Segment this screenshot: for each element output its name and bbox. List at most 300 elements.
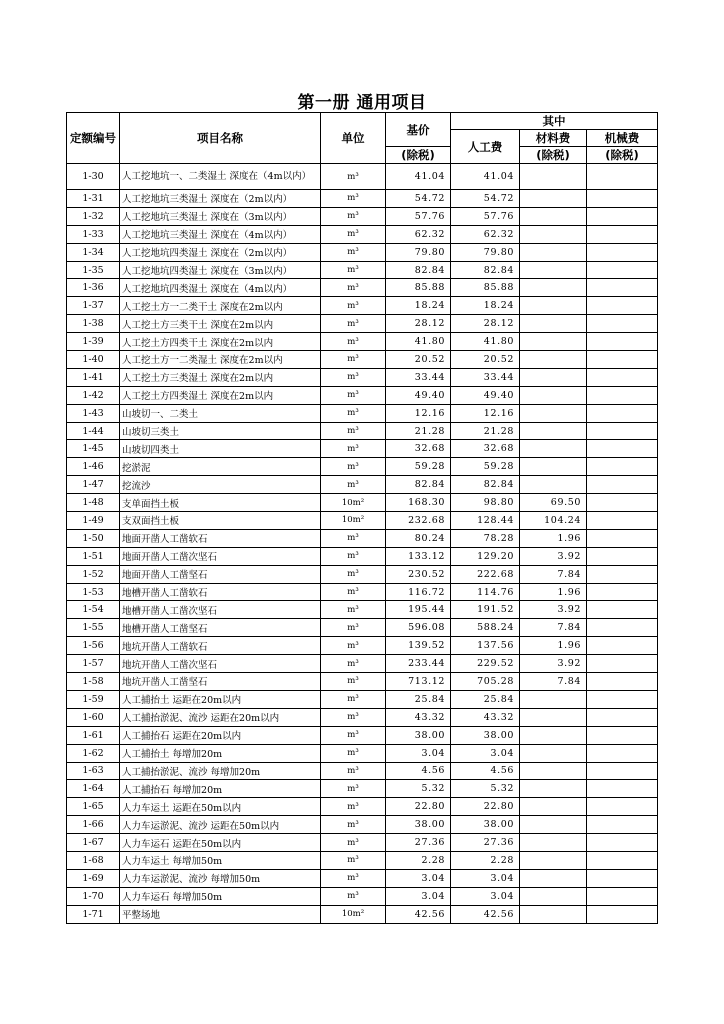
row-base-price: 32.68 xyxy=(386,440,451,458)
row-name: 人工捕抬石 每增加20m xyxy=(120,780,321,798)
table-row xyxy=(67,565,658,583)
row-unit: m³ xyxy=(321,583,386,601)
row-machine xyxy=(587,458,658,476)
row-material xyxy=(520,905,587,923)
row-unit: m³ xyxy=(321,279,386,297)
row-code: 1-62 xyxy=(67,744,120,762)
row-base-price: 33.44 xyxy=(386,368,451,386)
row-machine xyxy=(587,637,658,655)
row-labor: 705.28 xyxy=(451,673,520,691)
row-name: 地槽开凿人工凿坚石 xyxy=(120,619,321,637)
row-labor: 62.32 xyxy=(451,225,520,243)
row-name: 人力车运土 每增加50m xyxy=(120,851,321,869)
row-labor: 41.04 xyxy=(451,164,520,190)
row-material xyxy=(520,798,587,816)
row-unit: m³ xyxy=(321,476,386,494)
table-row xyxy=(67,762,658,780)
row-material: 7.84 xyxy=(520,565,587,583)
row-unit: m³ xyxy=(321,744,386,762)
row-machine xyxy=(587,708,658,726)
row-labor: 22.80 xyxy=(451,798,520,816)
row-name: 人工挖地坑四类湿土 深度在（4m以内） xyxy=(120,279,321,297)
row-code: 1-38 xyxy=(67,315,120,333)
row-machine xyxy=(587,851,658,869)
row-code: 1-67 xyxy=(67,834,120,852)
row-unit: m³ xyxy=(321,261,386,279)
row-code: 1-33 xyxy=(67,225,120,243)
table-row xyxy=(67,164,658,190)
row-unit: m³ xyxy=(321,834,386,852)
row-machine xyxy=(587,261,658,279)
header-unit: 单位 xyxy=(321,113,386,164)
row-base-price: 22.80 xyxy=(386,798,451,816)
row-base-price: 85.88 xyxy=(386,279,451,297)
row-material xyxy=(520,351,587,369)
table-row xyxy=(67,261,658,279)
row-code: 1-51 xyxy=(67,547,120,565)
row-machine xyxy=(587,333,658,351)
row-material xyxy=(520,225,587,243)
row-name: 人工捕抬土 运距在20m以内 xyxy=(120,690,321,708)
row-material xyxy=(520,164,587,190)
row-unit: m³ xyxy=(321,333,386,351)
page-title: 第一册 通用项目 xyxy=(297,93,427,113)
table-row xyxy=(67,315,658,333)
row-name: 地坑开凿人工凿坚石 xyxy=(120,673,321,691)
row-machine xyxy=(587,655,658,673)
table-row xyxy=(67,190,658,208)
row-name: 人工挖土方三类湿土 深度在2m以内 xyxy=(120,368,321,386)
row-material xyxy=(520,780,587,798)
row-code: 1-43 xyxy=(67,404,120,422)
row-name: 地面开凿人工凿次坚石 xyxy=(120,547,321,565)
row-base-price: 38.00 xyxy=(386,816,451,834)
row-material xyxy=(520,458,587,476)
row-labor: 49.40 xyxy=(451,386,520,404)
header-labor: 人工费 xyxy=(451,130,520,164)
row-machine xyxy=(587,619,658,637)
row-unit: m³ xyxy=(321,601,386,619)
table-row xyxy=(67,297,658,315)
row-labor: 78.28 xyxy=(451,529,520,547)
row-code: 1-44 xyxy=(67,422,120,440)
row-labor: 79.80 xyxy=(451,243,520,261)
row-labor: 3.04 xyxy=(451,869,520,887)
row-material xyxy=(520,744,587,762)
row-machine xyxy=(587,905,658,923)
row-labor: 59.28 xyxy=(451,458,520,476)
row-machine xyxy=(587,476,658,494)
row-name: 地面开凿人工凿坚石 xyxy=(120,565,321,583)
row-unit: m³ xyxy=(321,315,386,333)
row-base-price: 230.52 xyxy=(386,565,451,583)
table-row xyxy=(67,440,658,458)
header-code: 定额编号 xyxy=(67,113,120,164)
row-code: 1-45 xyxy=(67,440,120,458)
row-base-price: 38.00 xyxy=(386,726,451,744)
row-labor: 42.56 xyxy=(451,905,520,923)
row-labor: 54.72 xyxy=(451,190,520,208)
row-labor: 222.68 xyxy=(451,565,520,583)
row-labor: 21.28 xyxy=(451,422,520,440)
row-code: 1-31 xyxy=(67,190,120,208)
row-name: 人工捕抬土 每增加20m xyxy=(120,744,321,762)
row-name: 挖流沙 xyxy=(120,476,321,494)
row-name: 地槽开凿人工凿次坚石 xyxy=(120,601,321,619)
table-row xyxy=(67,494,658,512)
header-name: 项目名称 xyxy=(120,113,321,164)
row-code: 1-35 xyxy=(67,261,120,279)
row-machine xyxy=(587,190,658,208)
row-code: 1-71 xyxy=(67,905,120,923)
row-material xyxy=(520,368,587,386)
row-material: 1.96 xyxy=(520,637,587,655)
table-row xyxy=(67,547,658,565)
table-row xyxy=(67,529,658,547)
table-row xyxy=(67,637,658,655)
row-machine xyxy=(587,225,658,243)
row-name: 地坑开凿人工凿次坚石 xyxy=(120,655,321,673)
table-row xyxy=(67,905,658,923)
row-material xyxy=(520,261,587,279)
row-material: 1.96 xyxy=(520,529,587,547)
row-material xyxy=(520,386,587,404)
row-base-price: 168.30 xyxy=(386,494,451,512)
row-machine xyxy=(587,834,658,852)
row-material xyxy=(520,207,587,225)
table-row xyxy=(67,404,658,422)
row-machine xyxy=(587,440,658,458)
row-labor: 4.56 xyxy=(451,762,520,780)
row-machine xyxy=(587,744,658,762)
row-labor: 3.04 xyxy=(451,887,520,905)
row-unit: m³ xyxy=(321,386,386,404)
row-name: 人力车运石 每增加50m xyxy=(120,887,321,905)
row-code: 1-39 xyxy=(67,333,120,351)
row-machine xyxy=(587,512,658,530)
row-name: 人工挖土方一二类湿土 深度在2m以内 xyxy=(120,351,321,369)
row-material xyxy=(520,297,587,315)
row-base-price: 3.04 xyxy=(386,869,451,887)
row-machine xyxy=(587,164,658,190)
row-machine xyxy=(587,351,658,369)
row-name: 山坡切四类土 xyxy=(120,440,321,458)
row-machine xyxy=(587,297,658,315)
row-base-price: 79.80 xyxy=(386,243,451,261)
row-name: 平整场地 xyxy=(120,905,321,923)
row-code: 1-42 xyxy=(67,386,120,404)
row-machine xyxy=(587,422,658,440)
row-unit: m³ xyxy=(321,404,386,422)
row-unit: 10m² xyxy=(321,905,386,923)
row-labor: 43.32 xyxy=(451,708,520,726)
row-unit: m³ xyxy=(321,726,386,744)
row-name: 人力车运土 运距在50m以内 xyxy=(120,798,321,816)
row-labor: 41.80 xyxy=(451,333,520,351)
row-name: 人工挖地坑三类湿土 深度在（4m以内） xyxy=(120,225,321,243)
row-base-price: 133.12 xyxy=(386,547,451,565)
row-unit: m³ xyxy=(321,816,386,834)
row-base-price: 4.56 xyxy=(386,762,451,780)
table-row xyxy=(67,458,658,476)
row-machine xyxy=(587,279,658,297)
row-labor: 18.24 xyxy=(451,297,520,315)
table-row xyxy=(67,583,658,601)
row-code: 1-54 xyxy=(67,601,120,619)
row-unit: m³ xyxy=(321,869,386,887)
row-base-price: 5.32 xyxy=(386,780,451,798)
row-labor: 5.32 xyxy=(451,780,520,798)
row-name: 地面开凿人工凿软石 xyxy=(120,529,321,547)
table-row xyxy=(67,279,658,297)
row-material xyxy=(520,887,587,905)
row-code: 1-65 xyxy=(67,798,120,816)
row-base-price: 27.36 xyxy=(386,834,451,852)
row-labor: 38.00 xyxy=(451,726,520,744)
row-material xyxy=(520,708,587,726)
row-material xyxy=(520,279,587,297)
row-base-price: 41.04 xyxy=(386,164,451,190)
row-base-price: 25.84 xyxy=(386,690,451,708)
row-name: 挖淤泥 xyxy=(120,458,321,476)
row-labor: 57.76 xyxy=(451,207,520,225)
table-row xyxy=(67,851,658,869)
row-unit: m³ xyxy=(321,190,386,208)
header-machine-note: (除税) xyxy=(587,147,658,164)
row-unit: m³ xyxy=(321,780,386,798)
table-row xyxy=(67,601,658,619)
row-name: 山坡切三类土 xyxy=(120,422,321,440)
row-material xyxy=(520,315,587,333)
row-labor: 12.16 xyxy=(451,404,520,422)
row-unit: m³ xyxy=(321,798,386,816)
table-row xyxy=(67,744,658,762)
table-row xyxy=(67,476,658,494)
row-machine xyxy=(587,368,658,386)
row-name: 支单面挡土板 xyxy=(120,494,321,512)
row-material xyxy=(520,190,587,208)
row-base-price: 21.28 xyxy=(386,422,451,440)
row-material: 3.92 xyxy=(520,547,587,565)
row-name: 人工挖地坑四类湿土 深度在（2m以内） xyxy=(120,243,321,261)
row-material xyxy=(520,726,587,744)
row-base-price: 28.12 xyxy=(386,315,451,333)
row-machine xyxy=(587,762,658,780)
row-name: 人工挖地坑三类湿土 深度在（2m以内） xyxy=(120,190,321,208)
row-base-price: 59.28 xyxy=(386,458,451,476)
row-code: 1-69 xyxy=(67,869,120,887)
row-machine xyxy=(587,673,658,691)
row-code: 1-47 xyxy=(67,476,120,494)
row-machine xyxy=(587,494,658,512)
quota-table xyxy=(66,112,658,924)
row-machine xyxy=(587,887,658,905)
row-code: 1-70 xyxy=(67,887,120,905)
row-labor: 588.24 xyxy=(451,619,520,637)
table-row xyxy=(67,351,658,369)
row-labor: 3.04 xyxy=(451,744,520,762)
row-base-price: 3.04 xyxy=(386,887,451,905)
row-unit: m³ xyxy=(321,619,386,637)
row-labor: 20.52 xyxy=(451,351,520,369)
row-code: 1-30 xyxy=(67,164,120,190)
row-material xyxy=(520,816,587,834)
row-machine xyxy=(587,601,658,619)
row-base-price: 54.72 xyxy=(386,190,451,208)
header-material-note: (除税) xyxy=(520,147,587,164)
row-machine xyxy=(587,869,658,887)
table-row xyxy=(67,655,658,673)
row-machine xyxy=(587,386,658,404)
row-unit: m³ xyxy=(321,368,386,386)
row-labor: 32.68 xyxy=(451,440,520,458)
table-row xyxy=(67,726,658,744)
row-base-price: 42.56 xyxy=(386,905,451,923)
row-unit: m³ xyxy=(321,887,386,905)
row-name: 人力车运石 运距在50m以内 xyxy=(120,834,321,852)
row-name: 人工挖地坑三类湿土 深度在（3m以内） xyxy=(120,207,321,225)
row-machine xyxy=(587,547,658,565)
row-code: 1-48 xyxy=(67,494,120,512)
row-material xyxy=(520,869,587,887)
row-base-price: 80.24 xyxy=(386,529,451,547)
row-material xyxy=(520,690,587,708)
row-machine xyxy=(587,243,658,261)
row-unit: m³ xyxy=(321,655,386,673)
row-material xyxy=(520,440,587,458)
row-labor: 33.44 xyxy=(451,368,520,386)
row-code: 1-56 xyxy=(67,637,120,655)
row-name: 人工捕抬淤泥、流沙 每增加20m xyxy=(120,762,321,780)
row-material xyxy=(520,476,587,494)
table-row xyxy=(67,673,658,691)
table-row xyxy=(67,887,658,905)
row-labor: 98.80 xyxy=(451,494,520,512)
row-code: 1-36 xyxy=(67,279,120,297)
table-row xyxy=(67,816,658,834)
row-labor: 28.12 xyxy=(451,315,520,333)
row-unit: m³ xyxy=(321,637,386,655)
row-code: 1-63 xyxy=(67,762,120,780)
row-base-price: 195.44 xyxy=(386,601,451,619)
row-material xyxy=(520,851,587,869)
row-name: 人工挖土方一二类干土 深度在2m以内 xyxy=(120,297,321,315)
row-code: 1-49 xyxy=(67,512,120,530)
table-row xyxy=(67,243,658,261)
row-machine xyxy=(587,315,658,333)
table-row xyxy=(67,207,658,225)
row-code: 1-68 xyxy=(67,851,120,869)
row-code: 1-46 xyxy=(67,458,120,476)
row-name: 地坑开凿人工凿软石 xyxy=(120,637,321,655)
row-unit: m³ xyxy=(321,440,386,458)
row-base-price: 232.68 xyxy=(386,512,451,530)
row-machine xyxy=(587,529,658,547)
row-unit: m³ xyxy=(321,422,386,440)
row-labor: 38.00 xyxy=(451,816,520,834)
row-base-price: 82.84 xyxy=(386,261,451,279)
row-unit: 10m² xyxy=(321,494,386,512)
header-material: 材料费 xyxy=(520,130,587,147)
row-code: 1-64 xyxy=(67,780,120,798)
row-unit: m³ xyxy=(321,243,386,261)
row-material: 3.92 xyxy=(520,655,587,673)
row-unit: m³ xyxy=(321,708,386,726)
row-code: 1-60 xyxy=(67,708,120,726)
row-base-price: 3.04 xyxy=(386,744,451,762)
row-material xyxy=(520,333,587,351)
row-labor: 2.28 xyxy=(451,851,520,869)
row-base-price: 41.80 xyxy=(386,333,451,351)
row-labor: 25.84 xyxy=(451,690,520,708)
row-base-price: 62.32 xyxy=(386,225,451,243)
row-material: 1.96 xyxy=(520,583,587,601)
row-unit: m³ xyxy=(321,297,386,315)
row-unit: m³ xyxy=(321,851,386,869)
row-base-price: 116.72 xyxy=(386,583,451,601)
row-base-price: 596.08 xyxy=(386,619,451,637)
row-name: 人工挖土方三类干土 深度在2m以内 xyxy=(120,315,321,333)
row-unit: m³ xyxy=(321,164,386,190)
table-row xyxy=(67,690,658,708)
row-code: 1-57 xyxy=(67,655,120,673)
row-material: 7.84 xyxy=(520,619,587,637)
row-machine xyxy=(587,404,658,422)
table-row xyxy=(67,386,658,404)
row-base-price: 20.52 xyxy=(386,351,451,369)
row-base-price: 49.40 xyxy=(386,386,451,404)
row-base-price: 82.84 xyxy=(386,476,451,494)
row-name: 支双面挡土板 xyxy=(120,512,321,530)
table-row xyxy=(67,422,658,440)
row-machine xyxy=(587,565,658,583)
row-unit: m³ xyxy=(321,547,386,565)
row-unit: m³ xyxy=(321,690,386,708)
row-name: 人工挖地坑四类湿土 深度在（3m以内） xyxy=(120,261,321,279)
row-unit: m³ xyxy=(321,762,386,780)
row-machine xyxy=(587,816,658,834)
table-row xyxy=(67,512,658,530)
row-machine xyxy=(587,207,658,225)
row-machine xyxy=(587,583,658,601)
row-code: 1-52 xyxy=(67,565,120,583)
row-machine xyxy=(587,798,658,816)
header-base-excl-tax: (除税) xyxy=(386,147,451,164)
table-row xyxy=(67,708,658,726)
row-labor: 114.76 xyxy=(451,583,520,601)
row-labor: 128.44 xyxy=(451,512,520,530)
row-unit: m³ xyxy=(321,458,386,476)
row-unit: m³ xyxy=(321,225,386,243)
row-code: 1-58 xyxy=(67,673,120,691)
row-labor: 129.20 xyxy=(451,547,520,565)
row-name: 人工挖土方四类干土 深度在2m以内 xyxy=(120,333,321,351)
row-unit: m³ xyxy=(321,207,386,225)
row-base-price: 2.28 xyxy=(386,851,451,869)
row-material: 104.24 xyxy=(520,512,587,530)
row-material xyxy=(520,422,587,440)
row-machine xyxy=(587,726,658,744)
row-name: 人力车运淤泥、流沙 每增加50m xyxy=(120,869,321,887)
row-base-price: 18.24 xyxy=(386,297,451,315)
row-labor: 82.84 xyxy=(451,261,520,279)
row-base-price: 12.16 xyxy=(386,404,451,422)
table-row xyxy=(67,619,658,637)
row-base-price: 233.44 xyxy=(386,655,451,673)
row-base-price: 43.32 xyxy=(386,708,451,726)
row-name: 人工挖地坑一、二类湿土 深度在（4m以内） xyxy=(120,164,321,190)
row-labor: 137.56 xyxy=(451,637,520,655)
